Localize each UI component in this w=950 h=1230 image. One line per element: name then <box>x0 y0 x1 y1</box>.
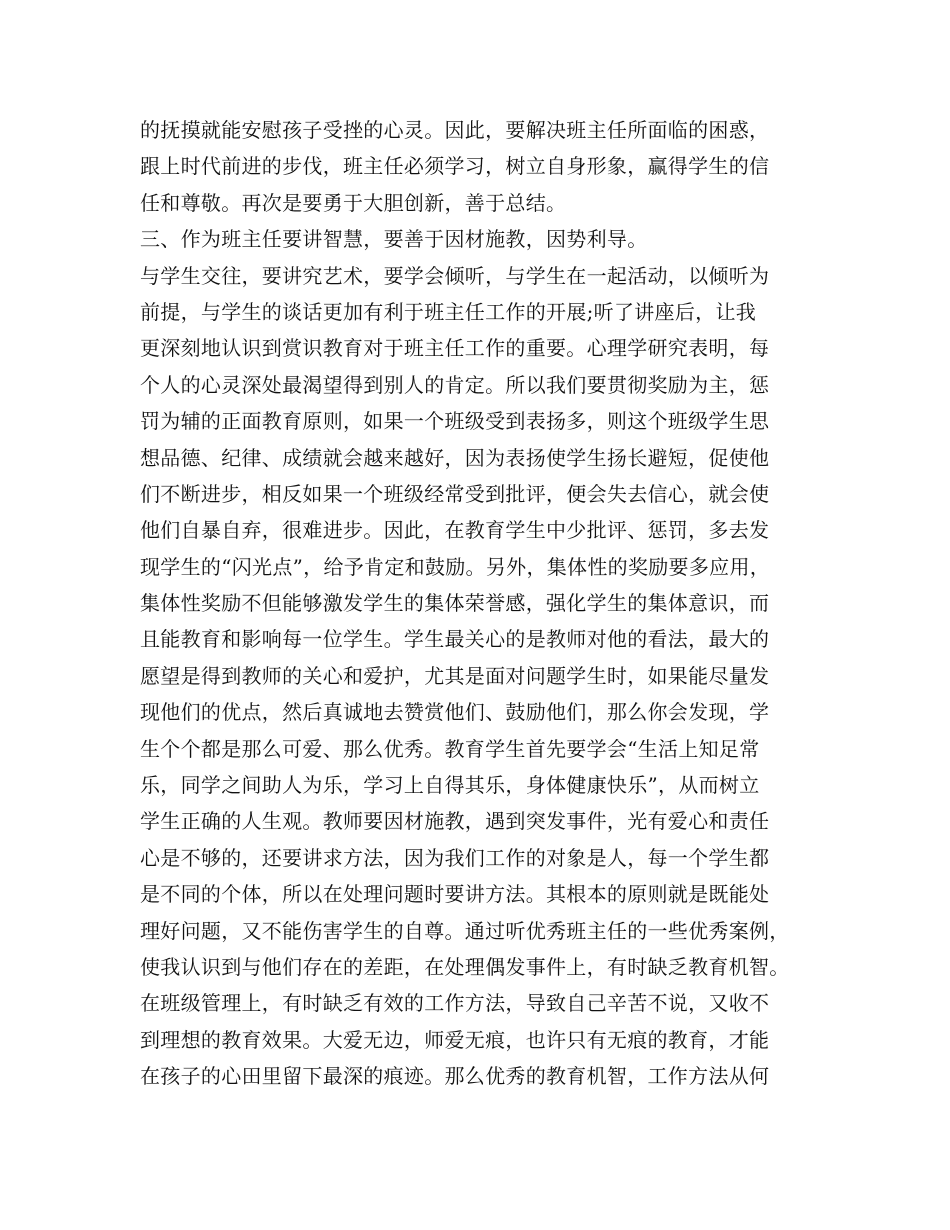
text-line: 使我认识到与他们存在的差距，在处理偶发事件上，有时缺乏教育机智。 <box>140 954 790 979</box>
text-line: 的抚摸就能安慰孩子受挫的心灵。因此，要解决班主任所面临的困惑， <box>140 118 770 142</box>
text-line: 罚为辅的正面教育原则，如果一个班级受到表扬多，则这个班级学生思 <box>140 409 770 434</box>
body-text <box>140 112 830 1095</box>
text-line: 乐，同学之间助人为乐，学习上自得其乐，身体健康快乐”，从而树立 <box>140 773 760 798</box>
text-line: 现他们的优点，然后真诚地去赞赏他们、鼓励他们，那么你会发现，学 <box>140 700 770 725</box>
text-line: 个人的心灵深处最渴望得到别人的肯定。所以我们要贯彻奖励为主，惩 <box>140 372 770 397</box>
text-line: 在班级管理上，有时缺乏有效的工作方法，导致自己辛苦不说，又收不 <box>140 991 770 1016</box>
text-line: 生个个都是那么可爱、那么优秀。教育学生首先要学会“生活上知足常 <box>140 736 760 761</box>
text-line: 现学生的“闪光点”，给予肯定和鼓励。另外，集体性的奖励要多应用， <box>140 554 771 579</box>
text-line: 且能教育和影响每一位学生。学生最关心的是教师对他的看法，最大的 <box>140 627 770 652</box>
text-line: 们不断进步，相反如果一个班级经常受到批评，便会失去信心，就会使 <box>140 481 770 506</box>
text-line: 心是不够的，还要讲求方法，因为我们工作的对象是人，每一个学生都 <box>140 845 770 870</box>
text-line: 是不同的个体，所以在处理问题时要讲方法。其根本的原则就是既能处 <box>140 882 770 907</box>
text-line: 与学生交往，要讲究艺术，要学会倾听，与学生在一起活动，以倾听为 <box>140 263 770 288</box>
section-heading: 三、作为班主任要讲智慧，要善于因材施教，因势利导。 <box>140 227 648 252</box>
text-line: 想品德、纪律、成绩就会越来越好，因为表扬使学生扬长避短，促使他 <box>140 445 770 470</box>
text-line: 集体性奖励不但能够激发学生的集体荣誉感，强化学生的集体意识，而 <box>140 591 770 616</box>
text-line: 他们自暴自弃，很难进步。因此，在教育学生中少批评、惩罚，多去发 <box>140 518 770 543</box>
text-line: 学生正确的人生观。教师要因材施教，遇到突发事件，光有爱心和责任 <box>140 809 770 834</box>
text-line: 前提，与学生的谈话更加有利于班主任工作的开展;听了讲座后，让我 <box>140 299 757 324</box>
text-line: 任和尊敬。再次是要勇于大胆创新，善于总结。 <box>140 190 567 215</box>
text-line: 愿望是得到教师的关心和爱护，尤其是面对问题学生时，如果能尽量发 <box>140 663 770 688</box>
text-line: 跟上时代前进的步伐，班主任必须学习，树立自身形象，赢得学生的信 <box>140 154 770 179</box>
text-line: 理好问题，又不能伤害学生的自尊。通过听优秀班主任的一些优秀案例， <box>140 918 790 943</box>
text-line: 到理想的教育效果。大爱无边，师爱无痕，也许只有无痕的教育，才能 <box>140 1027 770 1052</box>
text-line: 更深刻地认识到赏识教育对于班主任工作的重要。心理学研究表明，每 <box>140 336 770 361</box>
text-line: 在孩子的心田里留下最深的痕迹。那么优秀的教育机智，工作方法从何 <box>140 1064 770 1089</box>
